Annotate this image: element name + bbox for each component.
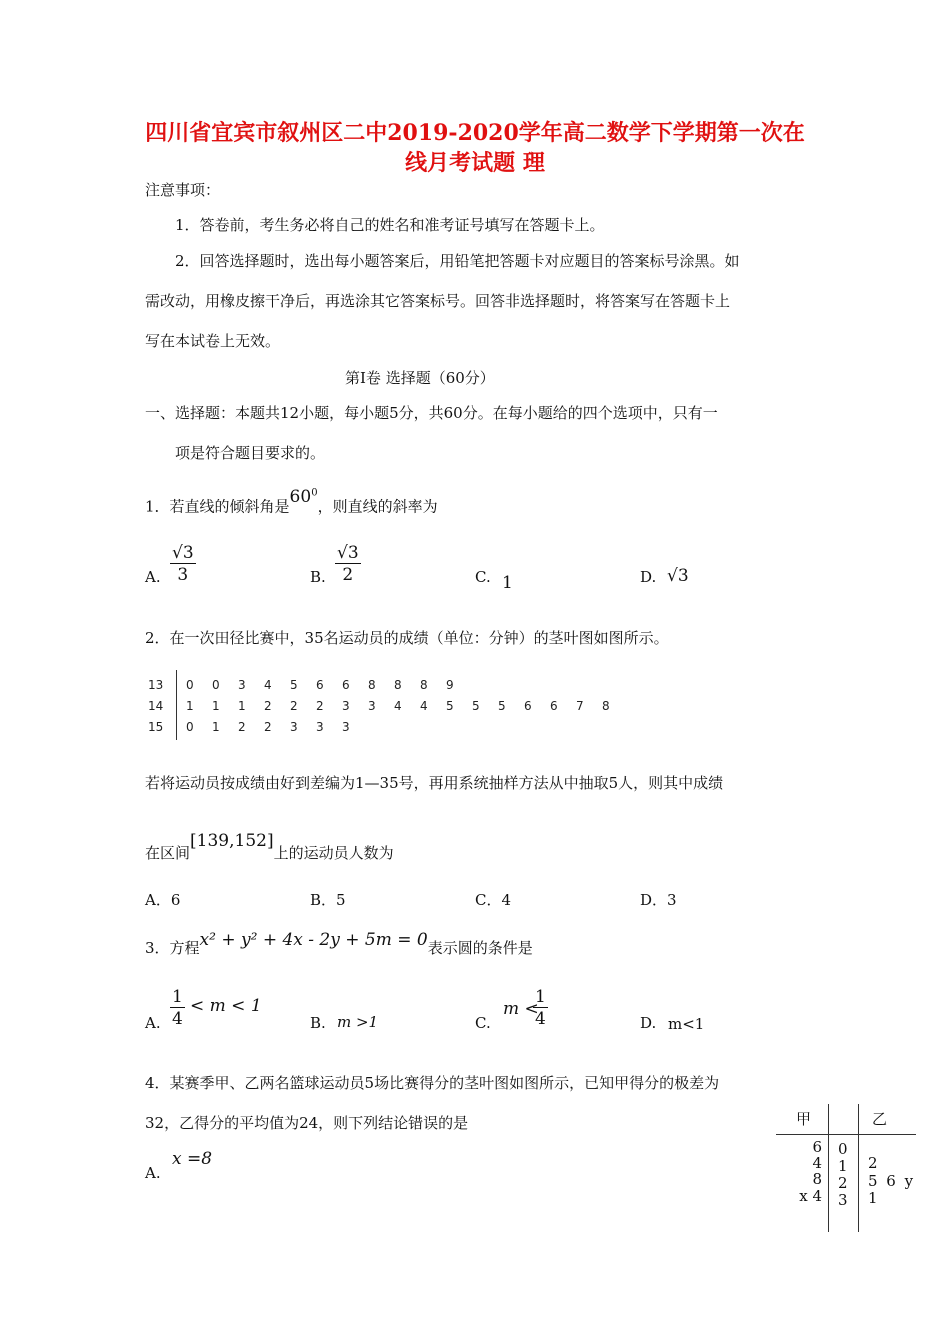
q1-option-b-label: B. <box>310 568 326 586</box>
leaf: 8 <box>420 678 428 692</box>
diagram-stem-3: 3 <box>838 1191 848 1209</box>
leaf: 8 <box>602 699 610 713</box>
leaf: 2 <box>290 699 298 713</box>
q3-option-a-numerator: 1 <box>172 987 183 1007</box>
q1-option-c-label: C. <box>475 568 491 586</box>
leaf: 2 <box>264 699 272 713</box>
q1-angle-value: 60 <box>289 486 312 507</box>
stem-14: 14 <box>148 699 164 713</box>
notice-item-2-line-3: 写在本试卷上无效。 <box>145 332 281 350</box>
diagram-right-divider <box>858 1104 859 1232</box>
q3-option-c-fraction <box>533 987 548 1030</box>
leaf: 2 <box>264 720 272 734</box>
stem-15: 15 <box>148 720 164 734</box>
leaf: 5 <box>290 678 298 692</box>
q3-option-d-label: D. <box>640 1014 657 1032</box>
diagram-left-row-0: 6 <box>812 1138 822 1156</box>
leaf: 1 <box>212 699 220 713</box>
q3-option-a-rest: < m < 1 <box>190 996 262 1016</box>
q1-option-a-numerator: √3 <box>172 543 194 563</box>
leaf: 2 <box>316 699 324 713</box>
leaf: 7 <box>576 699 584 713</box>
q4-stem-leaf-diagram <box>776 1104 921 1234</box>
leaf: 5 <box>446 699 454 713</box>
q1-degree: 0 <box>311 487 318 498</box>
section-intro-line-1: 一、选择题：本题共12小题，每小题5分，共60分。在每小题给的四个选项中，只有一 <box>145 404 718 422</box>
diagram-left-row-1: 4 <box>812 1154 822 1172</box>
q1-option-d-value: √3 <box>667 566 689 586</box>
notice-item-1: 1．答卷前，考生务必将自己的姓名和准考证号填写在答题卡上。 <box>175 216 605 234</box>
q1-angle <box>290 487 318 507</box>
q3-option-b-label: B. <box>310 1014 326 1032</box>
leaves-14 <box>186 699 628 713</box>
stem-leaf-row-13 <box>148 678 472 692</box>
leaf: 5 <box>498 699 506 713</box>
leaf: 3 <box>368 699 376 713</box>
leaf: 5 <box>472 699 480 713</box>
q3-option-a-label: A. <box>145 1014 161 1032</box>
stem-13: 13 <box>148 678 164 692</box>
q2-interval: [139,152] <box>190 831 274 851</box>
leaf: 4 <box>394 699 402 713</box>
diagram-left-divider <box>828 1104 829 1232</box>
q3-option-b-value: m >1 <box>337 1013 379 1031</box>
q1-option-b-fraction <box>335 543 361 586</box>
leaf: 1 <box>212 720 220 734</box>
leaves-13 <box>186 678 472 692</box>
leaf: 3 <box>316 720 324 734</box>
q2-option-a: A．6 <box>145 891 181 909</box>
q2-option-d: D．3 <box>640 891 677 909</box>
leaves-15 <box>186 720 368 734</box>
q3-option-c-denominator: 4 <box>535 1009 546 1029</box>
q2-line-3-a: 在区间 <box>145 844 191 862</box>
section-title: 第Ⅰ卷 选择题（60分） <box>345 369 495 387</box>
q3-option-a-denominator: 4 <box>172 1009 183 1029</box>
q1-option-b-denominator: 2 <box>342 565 354 585</box>
diagram-stem-2: 2 <box>838 1174 848 1192</box>
leaf: 1 <box>186 699 194 713</box>
q3-option-d-value: m<1 <box>668 1015 705 1033</box>
leaf: 8 <box>368 678 376 692</box>
notice-heading: 注意事项： <box>145 181 221 199</box>
leaf: 6 <box>524 699 532 713</box>
leaf: 9 <box>446 678 454 692</box>
leaf: 8 <box>394 678 402 692</box>
leaf: 3 <box>238 678 246 692</box>
leaf: 0 <box>186 678 194 692</box>
diagram-stem-1: 1 <box>838 1157 848 1175</box>
q1-option-b-numerator: √3 <box>337 543 359 563</box>
page-title: 四川省宜宾市叙州区二中2019-2020学年高二数学下学期第一次在 <box>145 120 805 146</box>
q1-option-a-denominator: 3 <box>177 565 189 585</box>
section-intro-line-2: 项是符合题目要求的。 <box>175 444 326 462</box>
diagram-right-row-1: 2 <box>868 1154 878 1172</box>
q1-option-c-value: 1 <box>502 573 513 593</box>
q3-text <box>145 930 533 958</box>
diagram-stem-0: 0 <box>838 1140 848 1158</box>
leaf: 0 <box>186 720 194 734</box>
leaf: 2 <box>238 720 246 734</box>
leaf: 6 <box>316 678 324 692</box>
stem-leaf-row-14 <box>148 699 628 713</box>
q3-equation: x² + y² + 4x - 2y + 5m = 0 <box>199 930 428 950</box>
q3-option-c-numerator: 1 <box>535 987 546 1007</box>
leaf: 4 <box>264 678 272 692</box>
q4-line-1: 4．某赛季甲、乙两名篮球运动员5场比赛得分的茎叶图如图所示，已知甲得分的极差为 <box>145 1074 720 1092</box>
diagram-right-header: 乙 <box>872 1110 888 1128</box>
leaf: 3 <box>290 720 298 734</box>
q2-option-c: C．4 <box>475 891 512 909</box>
leaf: 4 <box>420 699 428 713</box>
q3-text-b: 表示圆的条件是 <box>427 939 533 957</box>
q3-option-c-label: C. <box>475 1014 491 1032</box>
q1-option-a-fraction <box>170 543 196 586</box>
page-title-line2: 线月考试题 理 <box>405 150 545 176</box>
diagram-right-row-2: 5 6 y <box>868 1172 914 1190</box>
q2-line-2: 若将运动员按成绩由好到差编为1—35号，再用系统抽样方法从中抽取5人，则其中成绩 <box>145 774 724 792</box>
q3-option-c-prefix: m < <box>503 999 539 1019</box>
q1-option-d-label: D. <box>640 568 657 586</box>
q1-text-b: ，则直线的斜率为 <box>317 497 438 516</box>
q1-text <box>145 486 438 517</box>
diagram-right-row-3: 1 <box>868 1189 878 1207</box>
q2-text: 2．在一次田径比赛中，35名运动员的成绩（单位：分钟）的茎叶图如图所示。 <box>145 629 669 647</box>
q2-stem-leaf-plot <box>148 670 648 742</box>
diagram-horizontal-rule <box>776 1134 916 1135</box>
stem-leaf-row-15 <box>148 720 368 734</box>
leaf: 0 <box>212 678 220 692</box>
leaf: 6 <box>342 678 350 692</box>
leaf: 6 <box>550 699 558 713</box>
q3-option-a-fraction <box>170 987 185 1030</box>
notice-item-2-line-2: 需改动，用橡皮擦干净后，再选涂其它答案标号。回答非选择题时，将答案写在答题卡上 <box>145 292 731 310</box>
q1-option-a-label: A. <box>145 568 161 586</box>
notice-item-2-line-1: 2．回答选择题时，选出每小题答案后，用铅笔把答题卡对应题目的答案标号涂黑。如 <box>175 252 740 270</box>
q4-line-2: 32，乙得分的平均值为24，则下列结论错误的是 <box>145 1114 469 1132</box>
q1-text-a: 1．若直线的倾斜角是 <box>145 497 290 516</box>
q4-option-a-value: x =8 <box>172 1149 213 1169</box>
diagram-left-row-2: 8 <box>812 1170 822 1188</box>
diagram-left-row-3: x 4 <box>799 1187 822 1205</box>
q2-line-3 <box>145 831 394 863</box>
q2-line-3-b: 上的运动员人数为 <box>273 844 394 862</box>
leaf: 3 <box>342 699 350 713</box>
leaf: 1 <box>238 699 246 713</box>
q2-option-b: B．5 <box>310 891 346 909</box>
diagram-left-header: 甲 <box>796 1110 812 1128</box>
q4-option-a-label: A. <box>145 1164 161 1182</box>
q3-text-a: 3．方程 <box>145 939 200 957</box>
leaf: 3 <box>342 720 350 734</box>
